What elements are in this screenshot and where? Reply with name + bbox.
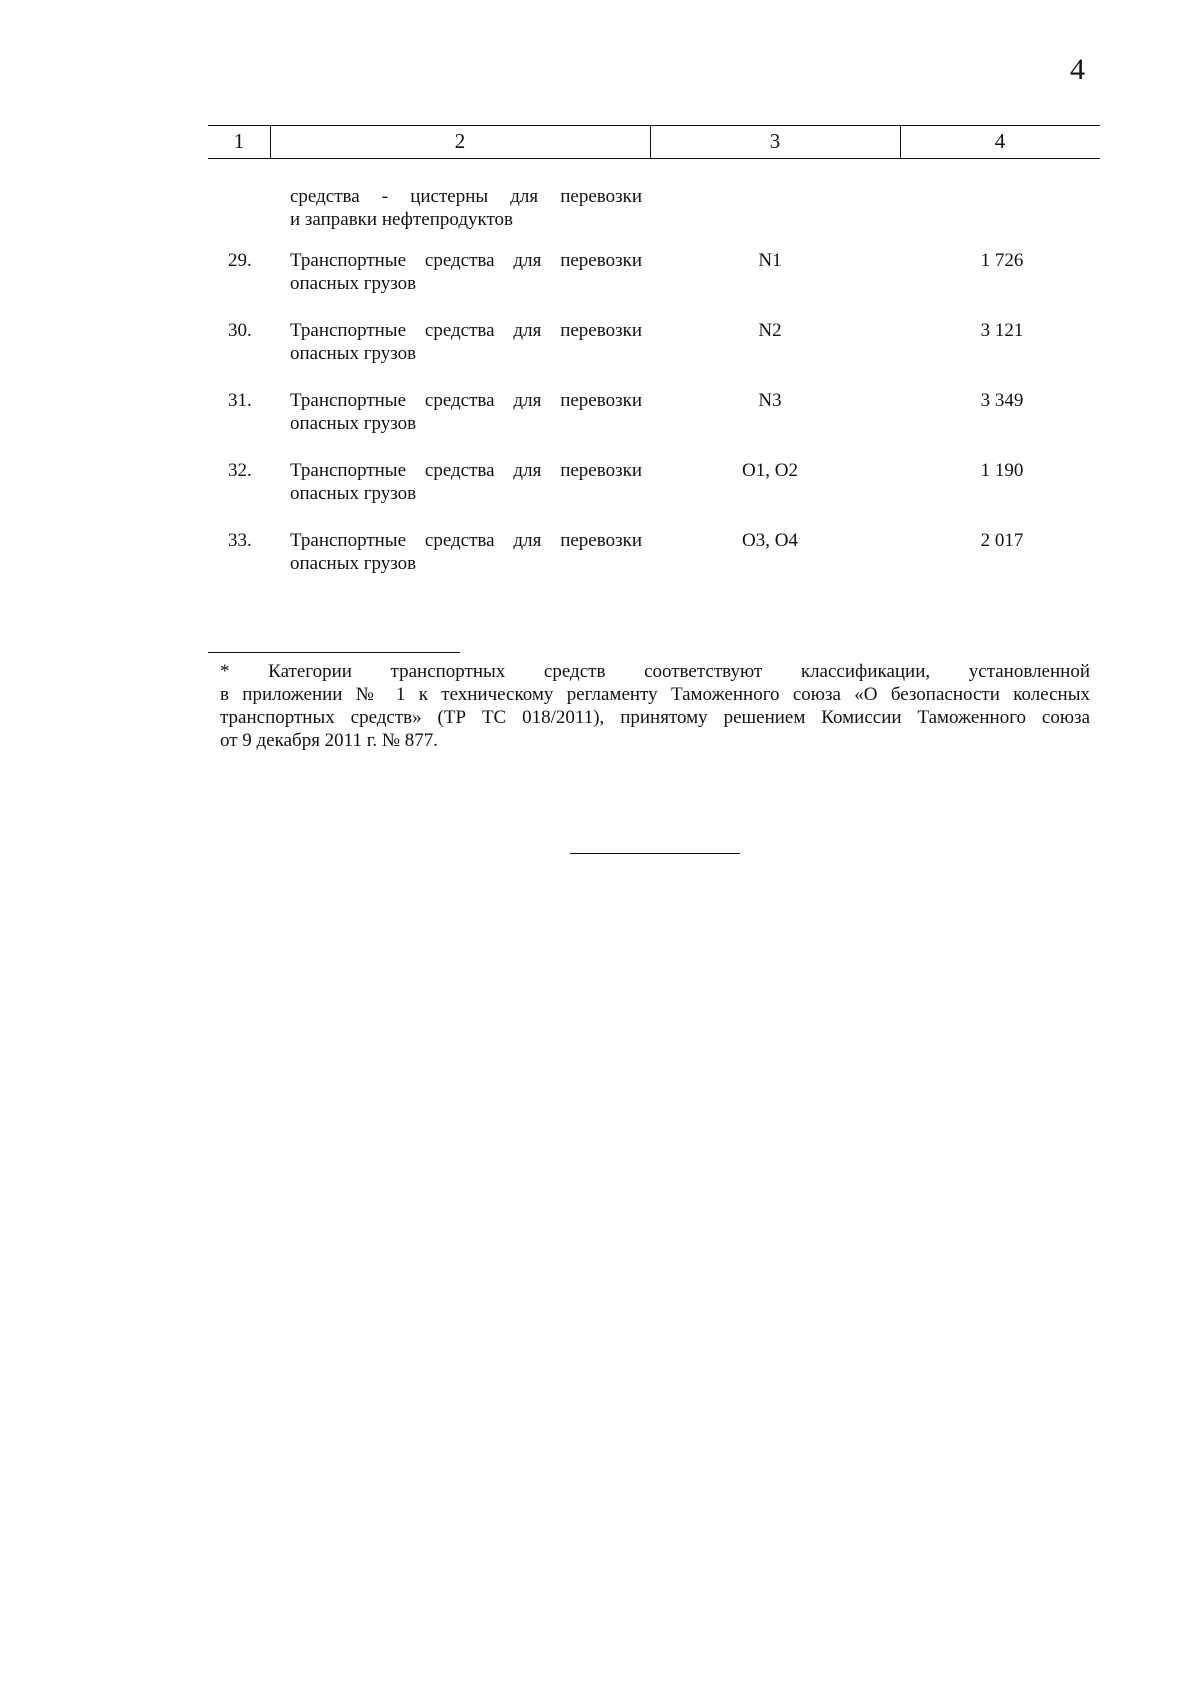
- row-name-line: опасных грузов: [290, 413, 417, 434]
- row-value: 1 190: [980, 460, 1024, 481]
- page-number: 4: [1070, 53, 1085, 86]
- footnote-line: от 9 декабря 2011 г. № 877.: [220, 730, 439, 751]
- table-header: [208, 125, 1100, 159]
- row-name-line: Транспортные средства для перевозки: [290, 390, 642, 411]
- row-name-line: опасных грузов: [290, 553, 417, 574]
- table-row: [208, 319, 1100, 369]
- row-name: [290, 185, 642, 231]
- row-value: 2 017: [980, 530, 1024, 551]
- row-name-line: Транспортные средства для перевозки: [290, 530, 642, 551]
- row-name-line: Транспортные средства для перевозки: [290, 320, 642, 341]
- tariff-table: [208, 125, 1100, 574]
- row-category: N2: [758, 320, 782, 341]
- footnote-line: * Категории транспортных средств соответствуют классификации, установленной: [220, 661, 1090, 682]
- row-category: N3: [758, 390, 782, 411]
- row-category: O3, O4: [742, 530, 798, 551]
- row-name: [290, 249, 642, 295]
- header-col-3: 3: [769, 129, 781, 153]
- row-number: 32.: [228, 460, 252, 481]
- table-row-continuation: [208, 185, 1100, 235]
- row-value: 3 121: [980, 320, 1024, 341]
- row-name-line: опасных грузов: [290, 343, 417, 364]
- row-name: [290, 319, 642, 365]
- row-number: 31.: [228, 390, 252, 411]
- row-name-line: и заправки нефтепродуктов: [290, 209, 513, 230]
- footnote-separator: [208, 652, 460, 653]
- row-name-line: Транспортные средства для перевозки: [290, 460, 642, 481]
- row-name-line: опасных грузов: [290, 483, 417, 504]
- footnote: [220, 660, 1090, 752]
- footnote-line: в приложении № 1 к техническому регламенту Таможенного союза «О безопасности колесных: [220, 684, 1090, 705]
- table-row: [208, 459, 1100, 509]
- row-name: [290, 459, 642, 505]
- row-number: 30.: [228, 320, 252, 341]
- row-category: O1, O2: [742, 460, 798, 481]
- table-row: [208, 389, 1100, 439]
- row-name: [290, 529, 642, 575]
- header-col-2: 2: [454, 129, 466, 153]
- row-name-line: средства - цистерны для перевозки: [290, 186, 642, 207]
- row-name-line: опасных грузов: [290, 273, 417, 294]
- row-value: 3 349: [980, 390, 1024, 411]
- header-col-1: 1: [233, 129, 245, 153]
- row-number: 33.: [228, 530, 252, 551]
- end-of-document-rule: [570, 853, 740, 854]
- footnote-line: транспортных средств» (ТР ТС 018/2011), принятому решением Комиссии Таможенного союза: [220, 707, 1090, 728]
- row-name-line: Транспортные средства для перевозки: [290, 250, 642, 271]
- table-row: [208, 249, 1100, 299]
- row-name: [290, 389, 642, 435]
- row-value: 1 726: [980, 250, 1024, 271]
- row-number: 29.: [228, 250, 252, 271]
- row-category: N1: [758, 250, 782, 271]
- header-col-4: 4: [994, 129, 1006, 153]
- table-row: [208, 529, 1100, 579]
